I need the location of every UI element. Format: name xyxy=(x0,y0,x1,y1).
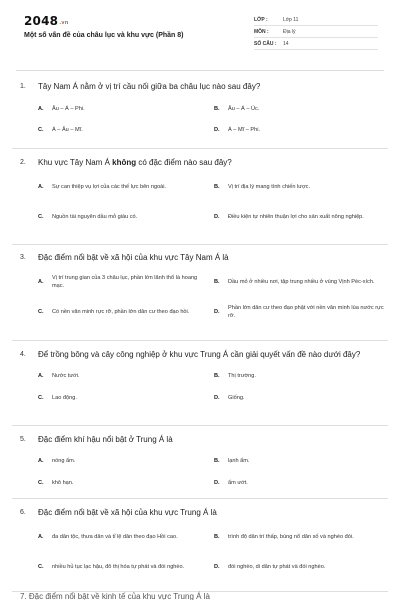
question-stem xyxy=(20,81,380,92)
option-letter: B. xyxy=(214,184,220,190)
question-number: 1. xyxy=(20,83,26,90)
option-a[interactable] xyxy=(38,456,210,466)
option-d[interactable] xyxy=(214,125,386,135)
option-letter: A. xyxy=(38,184,44,190)
question-list xyxy=(0,74,400,592)
option-d[interactable] xyxy=(214,393,386,403)
question-number: 6. xyxy=(20,509,26,516)
meta-row-subject xyxy=(254,26,378,38)
options-grid xyxy=(20,371,380,403)
option-c[interactable] xyxy=(38,125,210,135)
option-text: Lao động. xyxy=(52,395,77,401)
options-grid xyxy=(20,273,384,321)
option-text: Thị trường. xyxy=(228,373,256,379)
option-text: Nguồn tài nguyên dầu mỏ giàu có. xyxy=(52,214,138,220)
meta-key: SỐ CÂU : xyxy=(254,40,277,47)
option-c[interactable] xyxy=(38,303,210,321)
question-number: 5. xyxy=(20,436,26,443)
option-letter: D. xyxy=(214,564,220,570)
option-letter: A. xyxy=(38,373,44,379)
option-letter: B. xyxy=(214,534,220,540)
option-letter: D. xyxy=(214,127,220,133)
option-letter: C. xyxy=(38,564,44,570)
meta-key: LỚP : xyxy=(254,16,268,23)
question-stem xyxy=(20,157,380,168)
option-b[interactable] xyxy=(214,371,386,381)
meta-key: MÔN : xyxy=(254,28,269,35)
option-text: Á – Âu – Mĩ. xyxy=(52,127,83,133)
meta-value: 14 xyxy=(283,40,289,47)
stem-emphasis: không xyxy=(112,158,137,167)
option-letter: A. xyxy=(38,458,44,464)
option-a[interactable] xyxy=(38,104,210,114)
option-letter: D. xyxy=(214,480,220,486)
question-stem xyxy=(20,434,380,445)
option-letter: B. xyxy=(214,106,220,112)
option-a[interactable] xyxy=(38,371,210,381)
option-letter: C. xyxy=(38,214,44,220)
option-d[interactable] xyxy=(214,303,386,321)
option-b[interactable] xyxy=(214,178,386,196)
option-letter: C. xyxy=(38,127,44,133)
stem-part: có đặc điểm nào sau đây? xyxy=(136,158,232,167)
option-b[interactable] xyxy=(214,456,386,466)
option-b[interactable] xyxy=(214,528,386,546)
meta-table xyxy=(254,14,378,50)
question-text: Để trồng bông và cây công nghiệp ở khu vực Trung Á cần giải quyết vấn đề nào dưới đây? xyxy=(38,350,361,359)
option-text: Âu – Á – Úc. xyxy=(228,106,260,112)
option-letter: B. xyxy=(214,458,220,464)
stem-part: Khu vực Tây Nam Á xyxy=(38,158,113,167)
option-letter: A. xyxy=(38,534,44,540)
options-grid xyxy=(20,456,380,488)
logo-main: 2048 xyxy=(24,14,59,28)
question-item xyxy=(12,499,388,592)
option-a[interactable] xyxy=(38,178,210,196)
option-text: khô hạn. xyxy=(52,480,74,486)
question-text: Đặc điểm khí hậu nổi bật ở Trung Á là xyxy=(38,435,173,444)
option-c[interactable] xyxy=(38,393,210,403)
option-text: Sự can thiệp vụ lợi của các thế lực bên ngoài. xyxy=(52,184,167,190)
option-text: Dầu mỏ ở nhiều nơi, tập trung nhiều ở vùng Vịnh Péc-xích. xyxy=(228,279,375,285)
logo-suffix: .vn xyxy=(59,20,69,26)
question-number: 4. xyxy=(20,351,26,358)
meta-row-count xyxy=(254,38,378,50)
question-text: Đặc điểm nổi bật về xã hội của khu vực Trung Á là xyxy=(38,508,217,517)
option-a[interactable] xyxy=(38,528,210,546)
question-text: Đặc điểm nổi bật về xã hội của khu vực Tây Nam Á là xyxy=(38,253,229,262)
option-c[interactable] xyxy=(38,208,210,226)
option-text: Âu – Á – Phi. xyxy=(52,106,85,112)
option-d[interactable] xyxy=(214,208,386,226)
option-a[interactable] xyxy=(38,273,210,291)
question-item xyxy=(12,341,388,426)
option-letter: B. xyxy=(214,279,220,285)
option-letter: C. xyxy=(38,395,44,401)
options-grid xyxy=(20,178,380,226)
question-item xyxy=(12,149,388,245)
option-d[interactable] xyxy=(214,558,386,576)
option-text: Giống. xyxy=(228,395,245,401)
option-c[interactable] xyxy=(38,558,210,576)
meta-value: Lớp 11 xyxy=(283,16,299,23)
option-letter: C. xyxy=(38,309,44,315)
option-text: ẩm ướt. xyxy=(228,480,248,486)
option-c[interactable] xyxy=(38,478,210,488)
meta-value: Địa lý xyxy=(283,28,296,35)
option-text: Phần lớn dân cư theo đạo phật với nền văn minh lúa nước rực rỡ. xyxy=(228,305,384,319)
question-stem xyxy=(20,507,380,518)
option-d[interactable] xyxy=(214,478,386,488)
option-text: lạnh ẩm. xyxy=(228,458,250,464)
option-b[interactable] xyxy=(214,104,386,114)
option-b[interactable] xyxy=(214,273,386,291)
question-stem xyxy=(20,252,380,263)
next-question-partial: 7. Đặc điểm nổi bật về kinh tế của khu vực Trung Á là xyxy=(20,592,210,600)
options-grid xyxy=(20,528,380,576)
meta-row-grade xyxy=(254,14,378,26)
option-text: đói nghèo, di dân tự phát và đói nghèo. xyxy=(228,564,326,570)
option-letter: B. xyxy=(214,373,220,379)
option-text: Nước tưới. xyxy=(52,373,80,379)
header-divider xyxy=(16,70,384,71)
option-text: nóng ẩm. xyxy=(52,458,76,464)
option-text: Á – Mĩ – Phi. xyxy=(228,127,261,133)
option-letter: D. xyxy=(214,309,220,315)
question-text: Tây Nam Á nằm ở vị trí cầu nối giữa ba châu lục nào sau đây? xyxy=(38,82,261,91)
option-text: nhiều hủ tục lạc hậu, đô thị hóa tự phát và đói nghèo. xyxy=(52,564,185,570)
option-text: Có nền văn minh rực rỡ, phần lớn dân cư theo đạo hồi. xyxy=(52,309,190,315)
question-text xyxy=(38,157,380,168)
option-text: Điều kiện tự nhiên thuận lợi cho sản xuất nông nghiệp. xyxy=(228,214,364,220)
question-item xyxy=(12,245,388,341)
question-number: 3. xyxy=(20,254,26,261)
document-title: Một số vấn đề của châu lục và khu vực (Phần 8) xyxy=(24,32,184,39)
option-letter: C. xyxy=(38,480,44,486)
option-letter: D. xyxy=(214,214,220,220)
options-grid xyxy=(20,104,380,135)
option-text: Vị trí địa lý mang tính chiến lược. xyxy=(228,184,311,190)
option-text: đa dân tộc, thưa dân và tỉ lệ dân theo đạo Hồi cao. xyxy=(52,534,178,540)
question-item xyxy=(12,74,388,149)
question-stem xyxy=(20,349,380,360)
question-item xyxy=(12,426,388,499)
option-letter: A. xyxy=(38,106,44,112)
option-text: Vị trí trung gian của 3 châu lục, phần lớn lãnh thổ là hoang mạc. xyxy=(52,275,198,289)
option-letter: A. xyxy=(38,279,44,285)
option-text: trình độ dân trí thấp, bùng nổ dân số và nghèo đói. xyxy=(228,534,354,540)
question-number: 2. xyxy=(20,159,26,166)
document-header xyxy=(0,0,400,70)
option-letter: D. xyxy=(214,395,220,401)
